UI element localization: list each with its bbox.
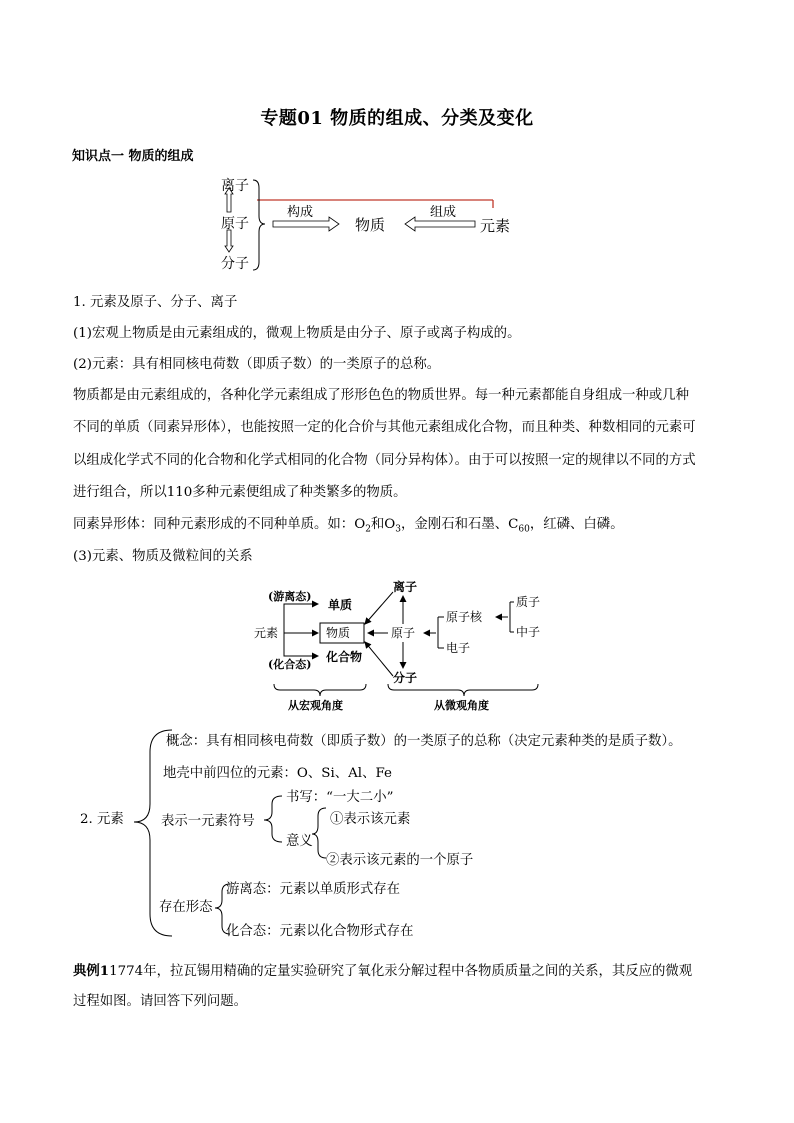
allotrope-text-end: ，红磷、白磷。 — [529, 517, 624, 532]
example-label: 典例1 — [73, 963, 110, 979]
substance-label: 物质 — [326, 626, 351, 640]
paragraph-4-line-2: 不同的单质（同素异形体），也能按照一定的化合价与其他元素组成化合物，而且种类、种数相同的元素可 — [73, 420, 696, 435]
allotrope-text-mid: 和O — [370, 517, 396, 532]
tree-crust: 地壳中前四位的元素：O、Si、Al、Fe — [163, 766, 392, 781]
molecule-label: 分子 — [221, 256, 249, 272]
tree-concept: 概念：具有相同核电荷数（即质子数）的一类原子的总称（决定元素种类的是质子数）。 — [166, 734, 682, 749]
allotrope-text: 同素异形体：同种元素形成的不同种单质。如：O — [73, 517, 366, 532]
neutron-label: 中子 — [516, 625, 541, 639]
compound-label: 化合物 — [326, 650, 363, 664]
paragraph-4-line-3: 以组成化学式不同的化合物和化学式相同的化合物（同分异构体）。由于可以按照一定的规律以不同的方式 — [73, 453, 696, 468]
tree-root: 2. 元素 — [80, 812, 124, 827]
macro-label: 从宏观角度 — [288, 699, 343, 712]
paragraph-2: (1)宏观上物质是由元素组成的，微观上物质是由分子、原子或离子构成的。 — [73, 326, 521, 341]
tree-writing: 书写：“一大二小” — [286, 790, 394, 805]
proton-label: 质子 — [516, 595, 541, 609]
tree-combined: 化合态：元素以化合物形式存在 — [226, 924, 414, 939]
subscript-2: 2 — [365, 524, 371, 535]
subscript-60: 60 — [518, 524, 530, 535]
page-title: 专题01 物质的组成、分类及变化 — [260, 108, 534, 129]
paragraph-5 — [73, 515, 624, 540]
compose-label: 组成 — [430, 205, 457, 220]
element-label: 元素 — [254, 626, 279, 640]
paragraph-4-line-4: 进行组合，所以110多种元素便组成了种类繁多的物质。 — [73, 485, 407, 500]
tree-meaning-2: ②表示该元素的一个原子 — [326, 853, 474, 868]
ion-label: 离子 — [393, 580, 418, 594]
nucleus-label: 原子核 — [446, 610, 483, 624]
simple-substance-label: 单质 — [328, 598, 353, 612]
atom-label: 原子 — [391, 626, 416, 640]
composition-diagram — [215, 172, 525, 277]
example-line-2: 过程如图。请回答下列问题。 — [73, 994, 248, 1009]
ion-label: 离子 — [221, 178, 249, 194]
atom-label: 原子 — [221, 216, 249, 232]
tree-meaning-1: ①表示该元素 — [330, 812, 411, 827]
micro-label: 从微观角度 — [434, 699, 489, 712]
paragraph-3: (2)元素：具有相同核电荷数（即质子数）的一类原子的总称。 — [73, 357, 441, 372]
paragraph-6: (3)元素、物质及微粒间的关系 — [73, 549, 253, 564]
free-state-label: (游离态) — [268, 590, 312, 603]
tree-meaning: 意义 — [286, 834, 313, 849]
combined-state-label: (化合态) — [268, 658, 312, 671]
electron-label: 电子 — [446, 641, 471, 655]
tree-free: 游离态：元素以单质形式存在 — [226, 882, 401, 897]
substance-label: 物质 — [355, 216, 386, 234]
example-line-1 — [73, 961, 692, 982]
molecule-label: 分子 — [393, 671, 418, 685]
subscript-3: 3 — [395, 524, 402, 535]
relation-diagram — [248, 578, 548, 716]
constitute-label: 构成 — [287, 205, 314, 220]
section-heading: 知识点一 物质的组成 — [72, 149, 194, 164]
element-label: 元素 — [480, 217, 511, 235]
paragraph-4-line-1: 物质都是由元素组成的，各种化学元素组成了形形色色的物质世界。每一种元素都能自身组成一种或几种 — [73, 388, 689, 403]
allotrope-text-mid2: ，金刚石和石墨、C — [401, 517, 519, 532]
example-text: 1774年，拉瓦锡用精确的定量实验研究了氧化汞分解过程中各物质质量之间的关系，其反应的微观 — [109, 964, 693, 979]
paragraph-1: 1. 元素及原子、分子、离子 — [73, 295, 238, 310]
tree-existence: 存在形态 — [159, 900, 213, 915]
tree-symbol: 表示一元素符号 — [161, 814, 255, 829]
